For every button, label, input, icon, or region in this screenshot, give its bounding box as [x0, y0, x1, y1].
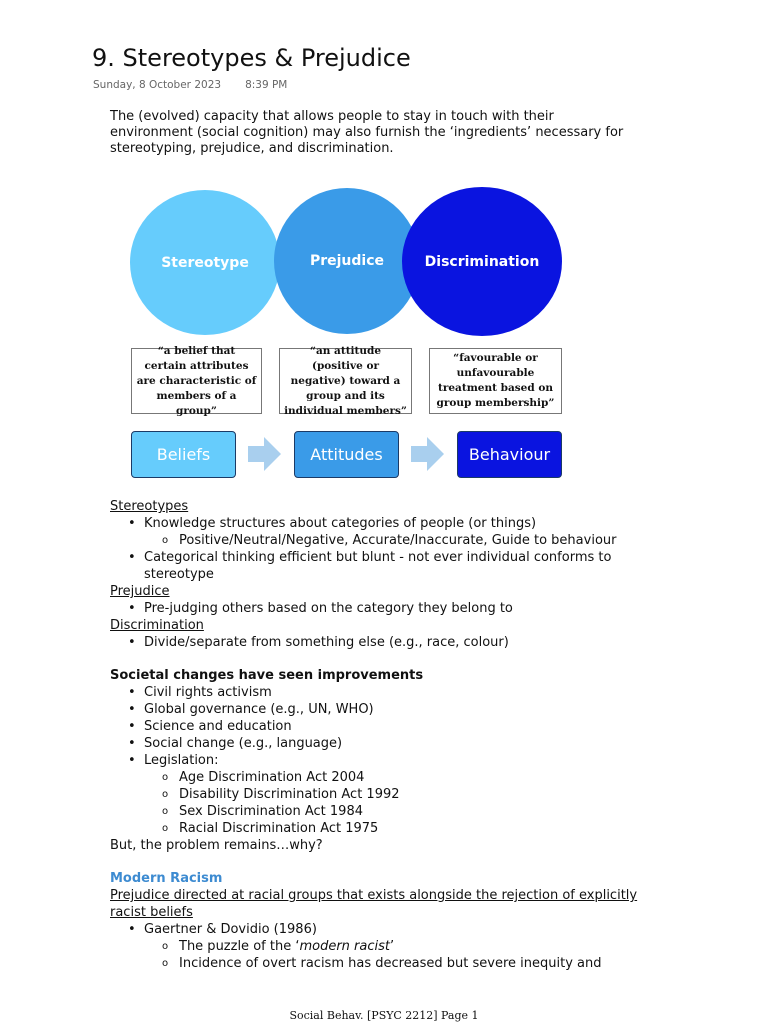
discrimination-list [110, 634, 670, 651]
list-item: o Incidence of overt racism has decreased but severe inequity and [179, 955, 670, 972]
list-item [144, 921, 670, 972]
societal-list [110, 684, 670, 837]
heading-societal: Societal changes have seen improvements [110, 668, 424, 683]
quote-discrimination: “favourable or unfavourable treatment based on group membership” [429, 348, 562, 414]
problem-text: But, the problem remains…why? [110, 838, 323, 853]
notes-body [110, 498, 670, 972]
modern-racism-list [110, 921, 670, 972]
circle-discrimination: Discrimination [402, 187, 562, 336]
list-item [144, 752, 670, 837]
circle-prejudice: Prejudice [274, 188, 420, 334]
quote-stereotype: “a belief that certain attributes are characteristic of members of a group” [131, 348, 262, 414]
list-item [179, 938, 670, 955]
prejudice-list [110, 600, 670, 617]
list-item: • Social change (e.g., language) [144, 735, 670, 752]
heading-discrimination: Discrimination [110, 618, 204, 633]
list-item: • Global governance (e.g., UN, WHO) [144, 701, 670, 718]
list-item: o Positive/Neutral/Negative, Accurate/Inaccurate, Guide to behaviour [179, 532, 670, 549]
box-attitudes: Attitudes [294, 431, 399, 478]
quote-prejudice: “an attitude (positive or negative) toward a group and its individual members” [279, 348, 412, 414]
list-item [144, 515, 670, 549]
list-item: o Sex Discrimination Act 1984 [179, 803, 670, 820]
box-beliefs: Beliefs [131, 431, 236, 478]
intro-paragraph: The (evolved) capacity that allows people to stay in touch with their environment (social cognition) may also furnish the ‘ingredients’ necessary for stereotyping, prejudice, and discrimination. [110, 109, 624, 156]
circle-stereotype: Stereotype [130, 190, 280, 335]
legislation-list [144, 769, 670, 837]
time-text: 8:39 PM [245, 79, 288, 91]
list-item: o Age Discrimination Act 2004 [179, 769, 670, 786]
list-item: • Civil rights activism [144, 684, 670, 701]
heading-modern-racism: Modern Racism [110, 871, 223, 886]
modern-racism-definition: Prejudice directed at racial groups that exists alongside the rejection of explicitly racist beliefs [110, 888, 638, 920]
list-item: o Racial Discrimination Act 1975 [179, 820, 670, 837]
list-item: • Science and education [144, 718, 670, 735]
date-text: Sunday, 8 October 2023 [93, 79, 222, 91]
heading-prejudice: Prejudice [110, 584, 170, 599]
list-item-text: Legislation: [144, 753, 219, 768]
list-item: o Disability Discrimination Act 1992 [179, 786, 670, 803]
arrow-right-icon [248, 437, 282, 471]
list-item-text: Knowledge structures about categories of people (or things) [144, 516, 537, 531]
heading-stereotypes: Stereotypes [110, 499, 189, 514]
puzzle-suffix: ’ [389, 939, 395, 954]
page-date [93, 79, 311, 91]
page-footer: Social Behav. [PSYC 2212] Page 1 [289, 1009, 479, 1022]
list-item: • Categorical thinking efficient but blunt - not ever individual conforms to stereotype [144, 549, 670, 583]
puzzle-emphasis: modern racist [299, 939, 390, 954]
list-item: • Pre-judging others based on the category they belong to [144, 600, 670, 617]
puzzle-prefix: The puzzle of the ‘ [179, 939, 300, 954]
box-behaviour: Behaviour [457, 431, 562, 478]
list-item: • Divide/separate from something else (e.g., race, colour) [144, 634, 670, 651]
stereotypes-list [110, 515, 670, 583]
list-item-text: Gaertner & Dovidio (1986) [144, 922, 317, 937]
arrow-right-icon [411, 437, 445, 471]
page-title: 9. Stereotypes & Prejudice [92, 44, 411, 72]
